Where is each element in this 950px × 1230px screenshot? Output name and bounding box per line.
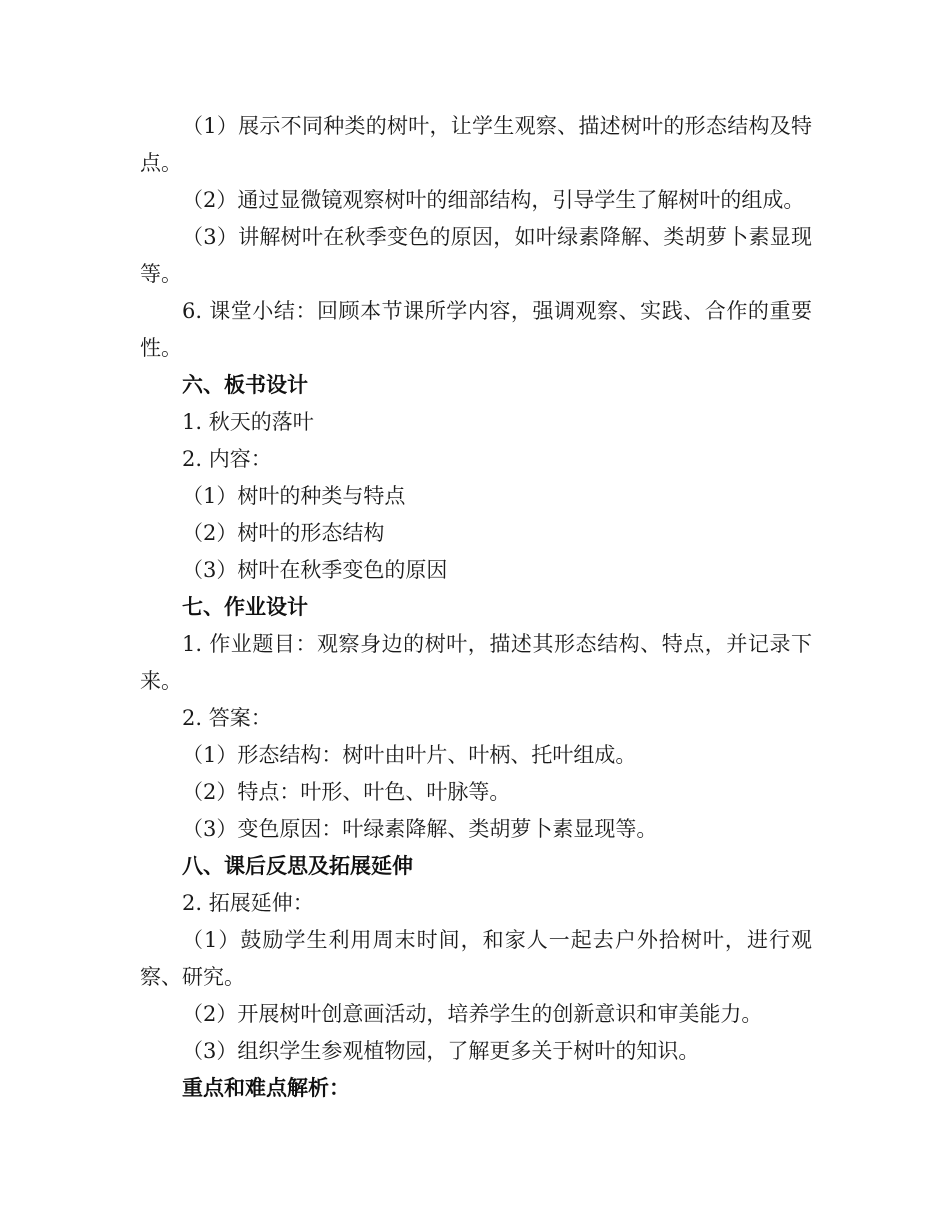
paragraph: （3）树叶在秋季变色的原因: [182, 558, 448, 582]
document-body: [140, 108, 812, 1107]
paragraph: 6. 课堂小结：回顾本节课所学内容，强调观察、实践、合作的重要性。: [140, 299, 812, 360]
paragraph: （2）通过显微镜观察树叶的细部结构，引导学生了解树叶的组成。: [182, 188, 805, 212]
paragraph: （3）讲解树叶在秋季变色的原因，如叶绿素降解、类胡萝卜素显现等。: [140, 225, 812, 286]
paragraph: （1）形态结构：树叶由叶片、叶柄、托叶组成。: [182, 743, 637, 767]
paragraph: （1）鼓励学生利用周末时间，和家人一起去户外拾树叶，进行观察、研究。: [140, 928, 812, 989]
paragraph: （2）开展树叶创意画活动，培养学生的创新意识和审美能力。: [182, 1002, 763, 1026]
paragraph: 2. 拓展延伸：: [182, 891, 314, 915]
paragraph: （2）特点：叶形、叶色、叶脉等。: [182, 780, 511, 804]
paragraph: （3）组织学生参观植物园，了解更多关于树叶的知识。: [182, 1039, 700, 1063]
section-heading: 七、作业设计: [182, 595, 308, 619]
paragraph: （2）树叶的形态结构: [182, 521, 385, 545]
section-heading: 八、课后反思及拓展延伸: [182, 854, 413, 878]
paragraph: 1. 作业题目：观察身边的树叶，描述其形态结构、特点，并记录下来。: [140, 632, 812, 693]
section-heading: 重点和难点解析：: [182, 1076, 350, 1100]
paragraph: （3）变色原因：叶绿素降解、类胡萝卜素显现等。: [182, 817, 658, 841]
paragraph: 1. 秋天的落叶: [182, 410, 314, 434]
paragraph: 2. 答案：: [182, 706, 272, 730]
paragraph: 2. 内容：: [182, 447, 272, 471]
paragraph: （1）树叶的种类与特点: [182, 484, 406, 508]
section-heading: 六、板书设计: [182, 373, 308, 397]
paragraph: （1）展示不同种类的树叶，让学生观察、描述树叶的形态结构及特点。: [140, 114, 812, 175]
